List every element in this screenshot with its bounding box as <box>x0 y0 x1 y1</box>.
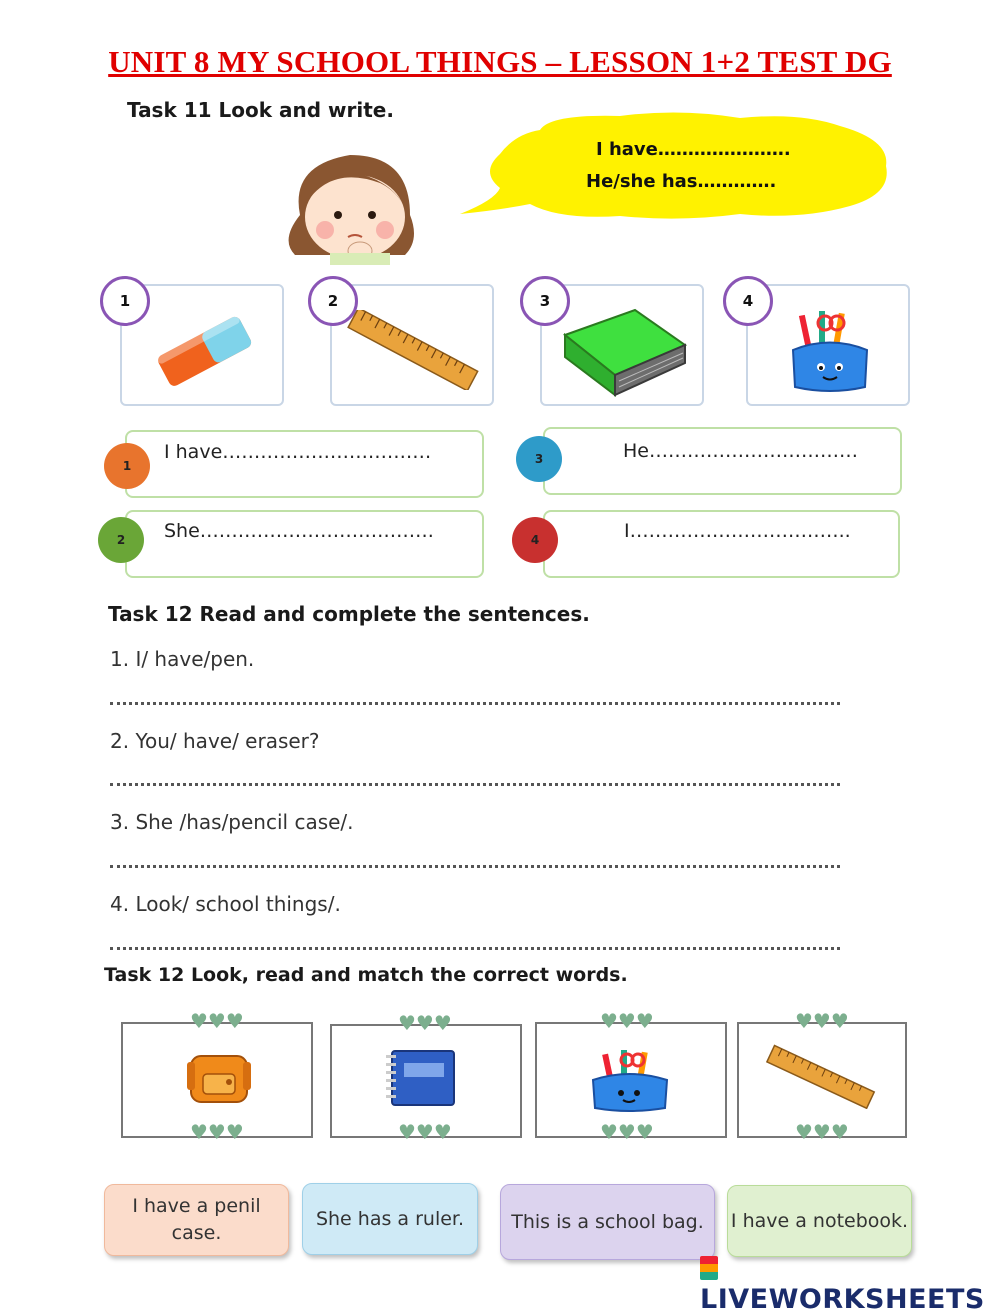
eraser-icon <box>150 310 260 390</box>
worksheet-title: UNIT 8 MY SCHOOL THINGS – LESSON 1+2 TEST DG <box>108 44 892 79</box>
answer-number-1: 1 <box>104 443 150 489</box>
hearts-decoration: ♥♥♥ <box>398 1011 452 1035</box>
hearts-decoration: ♥♥♥ <box>600 1120 654 1144</box>
logo-mark-icon <box>700 1256 718 1280</box>
task12b-heading: Task 12 Look, read and match the correct words. <box>104 964 628 986</box>
answer-number-3: 3 <box>516 436 562 482</box>
picture-number-3: 3 <box>520 276 570 326</box>
hearts-decoration: ♥♥♥ <box>398 1120 452 1144</box>
answer-text-2: She………………………………. <box>164 520 434 542</box>
pencil-case-icon <box>587 1048 672 1113</box>
brand-text: LIVEWORKSHEETS <box>700 1284 985 1315</box>
school-bag-icon <box>183 1048 255 1108</box>
match-option-3[interactable]: This is a school bag. <box>500 1184 715 1260</box>
picture-number-1: 1 <box>100 276 150 326</box>
answer-number-2: 2 <box>98 517 144 563</box>
task12-heading: Task 12 Read and complete the sentences. <box>108 602 590 626</box>
answer-line-1[interactable] <box>110 702 840 705</box>
bubble-line-1: I have…………………. <box>596 139 791 160</box>
book-icon <box>555 305 690 400</box>
task11-heading: Task 11 Look and write. <box>127 98 394 122</box>
notebook-icon <box>382 1045 462 1110</box>
answer-text-4: I…………………………….. <box>624 520 851 542</box>
liveworksheets-logo <box>700 1253 1000 1315</box>
hearts-decoration: ♥♥♥ <box>795 1009 849 1033</box>
answer-text-3: He…………………………… <box>623 440 858 462</box>
ruler-icon <box>766 1044 876 1109</box>
hearts-decoration: ♥♥♥ <box>190 1009 244 1033</box>
ruler-icon <box>345 310 480 390</box>
picture-number-4: 4 <box>723 276 773 326</box>
answer-number-4: 4 <box>512 517 558 563</box>
girl-thinking-icon <box>270 145 435 265</box>
pencil-case-icon <box>785 305 875 395</box>
sentence-2: 2. You/ have/ eraser? <box>110 729 320 753</box>
answer-line-4[interactable] <box>110 947 840 950</box>
hearts-decoration: ♥♥♥ <box>600 1009 654 1033</box>
sentence-3: 3. She /has/pencil case/. <box>110 810 354 834</box>
match-option-4[interactable]: I have a notebook. <box>727 1185 912 1257</box>
picture-number-2: 2 <box>308 276 358 326</box>
sentence-1: 1. I/ have/pen. <box>110 647 255 671</box>
bubble-line-2: He/she has…………. <box>586 171 777 192</box>
hearts-decoration: ♥♥♥ <box>190 1120 244 1144</box>
match-option-2[interactable]: She has a ruler. <box>302 1183 478 1255</box>
answer-line-2[interactable] <box>110 783 840 786</box>
sentence-4: 4. Look/ school things/. <box>110 892 341 916</box>
answer-text-1: I have…………………………… <box>164 441 432 463</box>
match-option-1[interactable]: I have a penil case. <box>104 1184 289 1256</box>
hearts-decoration: ♥♥♥ <box>795 1120 849 1144</box>
answer-line-3[interactable] <box>110 865 840 868</box>
